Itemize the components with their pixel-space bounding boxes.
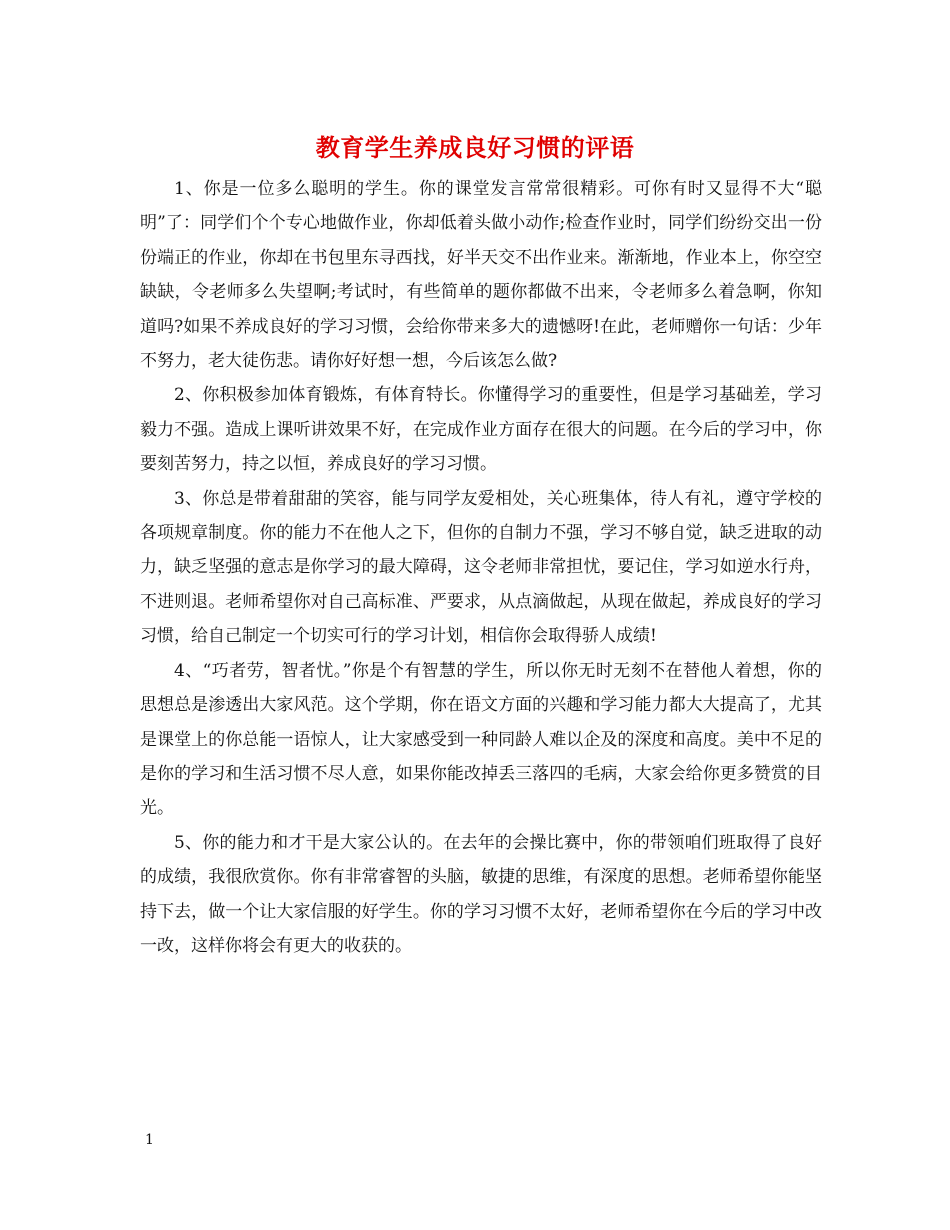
paragraph-5: 5、你的能力和才干是大家公认的。在去年的会操比赛中，你的带领咱们班取得了良好的成绩，我很欣赏你。你有非常睿智的头脑，敏捷的思维，有深度的思想。老师希望你能坚持下去，做一个让大家信服的好学生。你的学习习惯不太好，老师希望你在今后的学习中改一改，这样你将会有更大的收获的。 — [140, 832, 822, 956]
document-body — [140, 172, 822, 963]
document-title: 教育学生养成良好习惯的评语 — [315, 133, 635, 162]
paragraph-1: 1、你是一位多么聪明的学生。你的课堂发言常常很精彩。可你有时又显得不大“聪明”了：同学们个个专心地做作业，你却低着头做小动作;检查作业时，同学们纷纷交出一份份端正的作业，你却在书包里东寻西找，好半天交不出作业来。渐渐地，作业本上，你空空缺缺，令老师多么失望啊;考试时，有些简单的题你都做不出来，令老师多么着急啊，你知道吗?如果不养成良好的学习习惯，会给你带来多大的遗憾呀!在此，老师赠你一句话：少年不努力，老大徒伤悲。请你好好想一想，今后该怎么做? — [140, 179, 822, 372]
page-number: 1 — [145, 1132, 154, 1148]
paragraph-4: 4、“巧者劳，智者忧。”你是个有智慧的学生，所以你无时无刻不在替他人着想，你的思想总是渗透出大家风范。这个学期，你在语文方面的兴趣和学习能力都大大提高了，尤其是课堂上的你总能一语惊人，让大家感受到一种同龄人难以企及的深度和高度。美中不足的是你的学习和生活习惯不尽人意，如果你能改掉丢三落四的毛病，大家会给你更多赞赏的目光。 — [140, 660, 822, 819]
paragraph-3: 3、你总是带着甜甜的笑容，能与同学友爱相处，关心班集体，待人有礼，遵守学校的各项规章制度。你的能力不在他人之下，但你的自制力不强，学习不够自觉，缺乏进取的动力，缺乏坚强的意志是你学习的最大障碍，这令老师非常担忧，要记住，学习如逆水行舟，不进则退。老师希望你对自己高标准、严要求，从点滴做起，从现在做起，养成良好的学习习惯，给自己制定一个切实可行的学习计划，相信你会取得骄人成绩! — [140, 488, 822, 647]
paragraph-2: 2、你积极参加体育锻炼，有体育特长。你懂得学习的重要性，但是学习基础差，学习毅力不强。造成上课听讲效果不好，在完成作业方面存在很大的问题。在今后的学习中，你要刻苦努力，持之以恒，养成良好的学习习惯。 — [140, 385, 822, 475]
